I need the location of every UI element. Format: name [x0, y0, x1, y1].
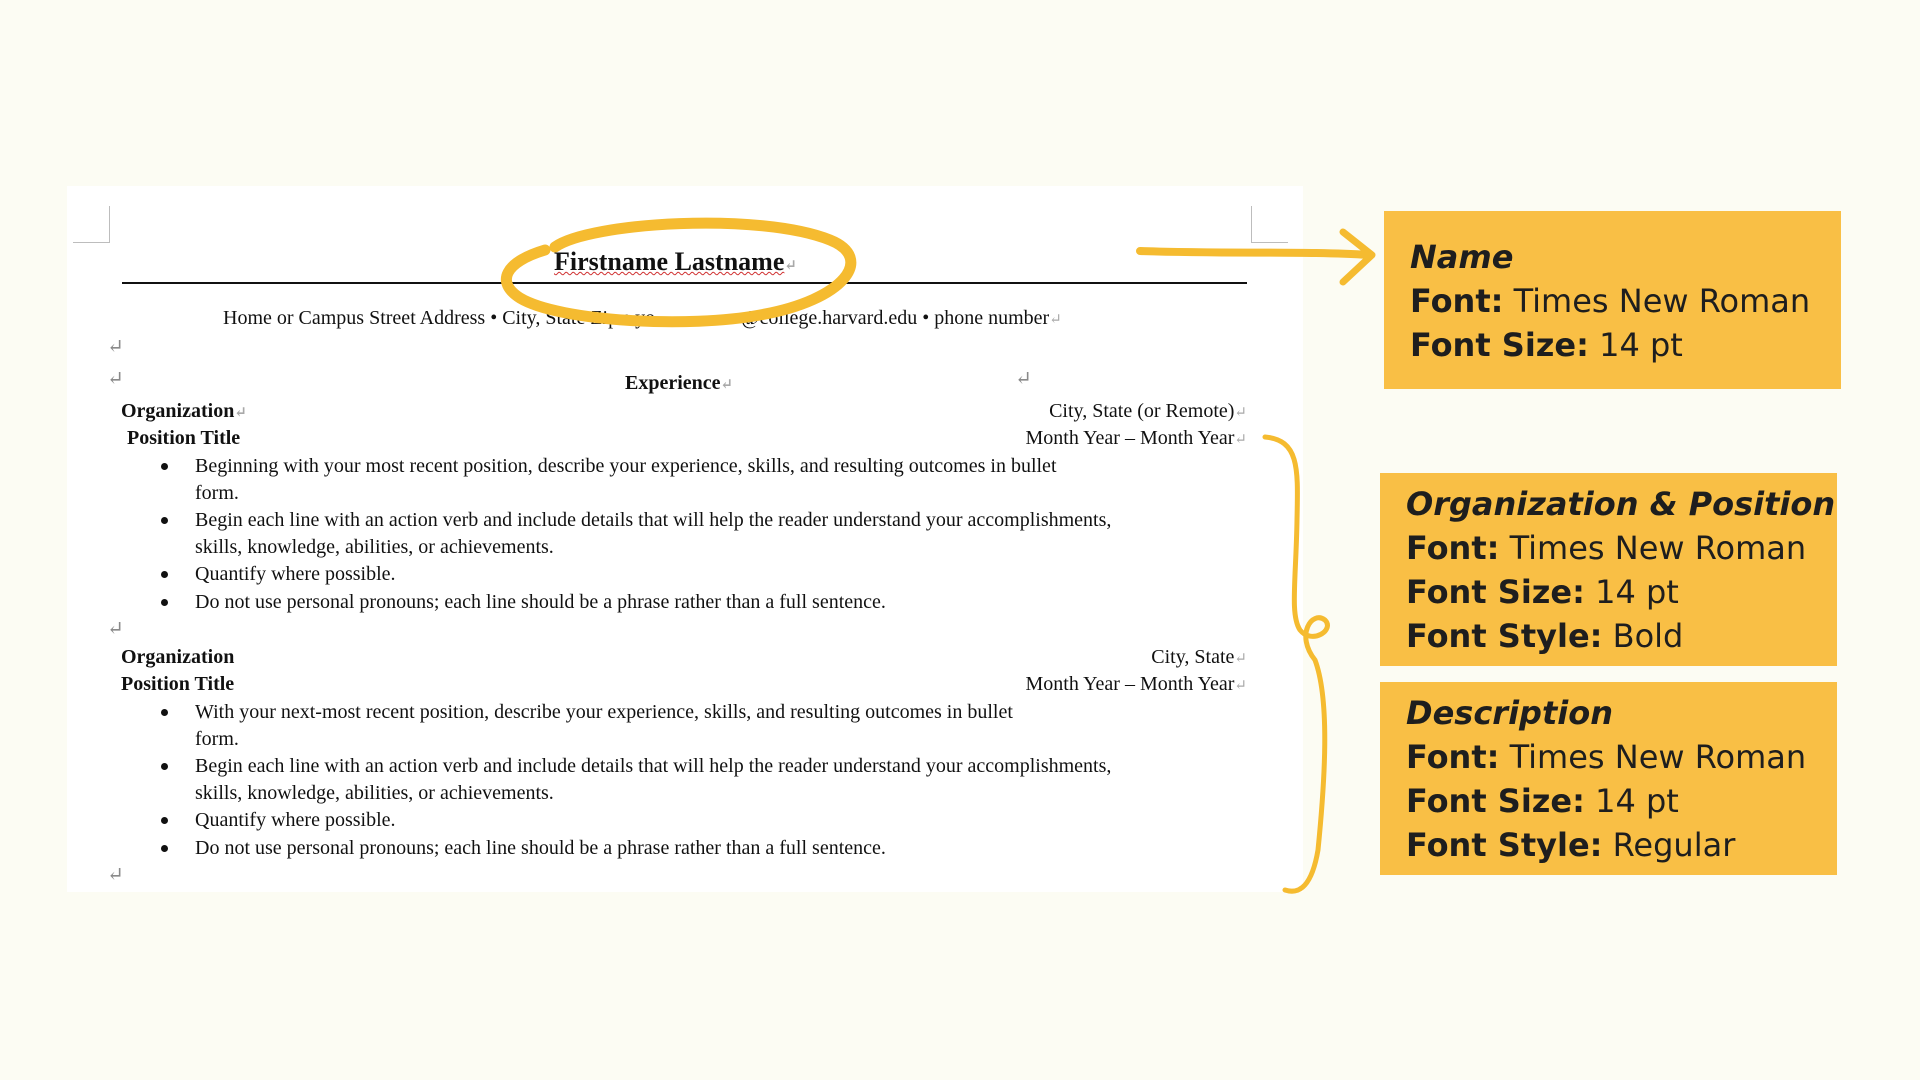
bullet-dot	[161, 571, 168, 578]
paragraph-mark: ↵	[234, 405, 247, 421]
location-text: City, State (or Remote)	[1049, 400, 1235, 422]
position-title: Position Title	[121, 673, 235, 695]
paragraph-mark: ↵	[784, 258, 797, 274]
organization-position-callout	[1380, 473, 1837, 666]
bullet-text-continued: form.	[195, 728, 239, 750]
style-label: Font Style:	[1406, 617, 1603, 655]
paragraph-mark: ↵	[1234, 678, 1247, 694]
section-title: Experience	[625, 372, 721, 394]
paragraph-mark: ↵	[1234, 405, 1247, 421]
paragraph-mark: ↵	[1234, 432, 1247, 448]
font-value: Times New Roman	[1509, 529, 1807, 567]
callout-size-line	[1410, 326, 1683, 364]
organization-name: Organization	[121, 646, 235, 668]
bullet-text: Quantify where possible.	[195, 563, 396, 585]
location-text: City, State	[1151, 646, 1235, 668]
style-label: Font Style:	[1406, 826, 1603, 864]
description-callout	[1380, 682, 1837, 875]
callout-font-line	[1406, 738, 1806, 776]
organization-location	[1151, 644, 1247, 673]
organization-name	[121, 398, 247, 427]
size-value: 14 pt	[1595, 782, 1679, 820]
paragraph-mark: ↵	[1015, 368, 1032, 390]
bullet-dot	[161, 845, 168, 852]
position-dates	[1026, 425, 1247, 454]
resume-name-line	[554, 248, 797, 280]
position-title: Position Title	[127, 427, 241, 449]
style-value: Bold	[1612, 617, 1684, 655]
section-heading	[625, 370, 733, 399]
paragraph-mark: ↵	[720, 377, 734, 393]
dates-text: Month Year – Month Year	[1025, 673, 1235, 695]
bullet-dot	[161, 599, 168, 606]
bullet-text: Begin each line with an action verb and include details that will help the reader understand your accomplishments,	[195, 755, 1112, 777]
bullet-dot	[161, 463, 168, 470]
callout-size-line	[1406, 573, 1679, 611]
callout-font-line	[1410, 282, 1810, 320]
size-label: Font Size:	[1410, 326, 1589, 364]
size-label: Font Size:	[1406, 573, 1585, 611]
position-dates	[1026, 671, 1247, 700]
dates-text: Month Year – Month Year	[1025, 427, 1235, 449]
bullet-dot	[161, 709, 168, 716]
resume-page	[67, 186, 1303, 892]
callout-style-line	[1406, 826, 1735, 864]
bullet-text: Begin each line with an action verb and include details that will help the reader understand your accomplishments,	[195, 509, 1112, 531]
font-value: Times New Roman	[1509, 738, 1807, 776]
font-label: Font:	[1406, 529, 1500, 567]
paragraph-mark: ↵	[107, 336, 124, 358]
callout-heading: Organization & Position	[1406, 485, 1836, 523]
bullet-text-continued: skills, knowledge, abilities, or achievements.	[195, 536, 554, 558]
callout-heading: Description	[1406, 694, 1613, 732]
bullet-text: Do not use personal pronouns; each line should be a phrase rather than a full sentence.	[195, 837, 886, 859]
size-value: 14 pt	[1595, 573, 1679, 611]
bullet-text: Quantify where possible.	[195, 809, 396, 831]
name-callout	[1384, 211, 1841, 389]
contact-right: @college.harvard.edu • phone number	[741, 307, 1050, 329]
paragraph-mark: ↵	[1234, 651, 1247, 667]
font-label: Font:	[1410, 282, 1504, 320]
name-underline-rule	[122, 282, 1247, 284]
bullet-text-continued: skills, knowledge, abilities, or achievements.	[195, 782, 554, 804]
bullet-text: With your next-most recent position, describe your experience, skills, and resulting outcomes in bullet	[195, 701, 1013, 723]
style-value: Regular	[1612, 826, 1736, 864]
size-label: Font Size:	[1406, 782, 1585, 820]
contact-line	[223, 305, 1062, 334]
resume-name: Firstname Lastname	[554, 247, 785, 276]
font-label: Font:	[1406, 738, 1500, 776]
paragraph-mark: ↵	[107, 618, 124, 640]
bullet-text-continued: form.	[195, 482, 239, 504]
arrow-head-annotation	[1343, 232, 1372, 282]
callout-size-line	[1406, 782, 1679, 820]
callout-style-line	[1406, 617, 1683, 655]
organization-text: Organization	[121, 400, 235, 422]
callout-font-line	[1406, 529, 1806, 567]
paragraph-mark: ↵	[107, 864, 124, 886]
bullet-dot	[161, 817, 168, 824]
margin-corner-mark	[73, 206, 110, 243]
paragraph-mark: ↵	[107, 368, 124, 390]
size-value: 14 pt	[1599, 326, 1683, 364]
bullet-dot	[161, 517, 168, 524]
bullet-text: Do not use personal pronouns; each line should be a phrase rather than a full sentence.	[195, 591, 886, 613]
contact-left: Home or Campus Street Address • City, State Zip • yo	[223, 307, 656, 329]
font-value: Times New Roman	[1513, 282, 1811, 320]
organization-location	[1049, 398, 1247, 427]
callout-heading: Name	[1410, 238, 1514, 276]
bullet-dot	[161, 763, 168, 770]
bullet-text: Beginning with your most recent position, describe your experience, skills, and resulting outcomes in bullet	[195, 455, 1057, 477]
margin-corner-mark	[1251, 206, 1288, 243]
paragraph-mark: ↵	[1049, 312, 1062, 328]
